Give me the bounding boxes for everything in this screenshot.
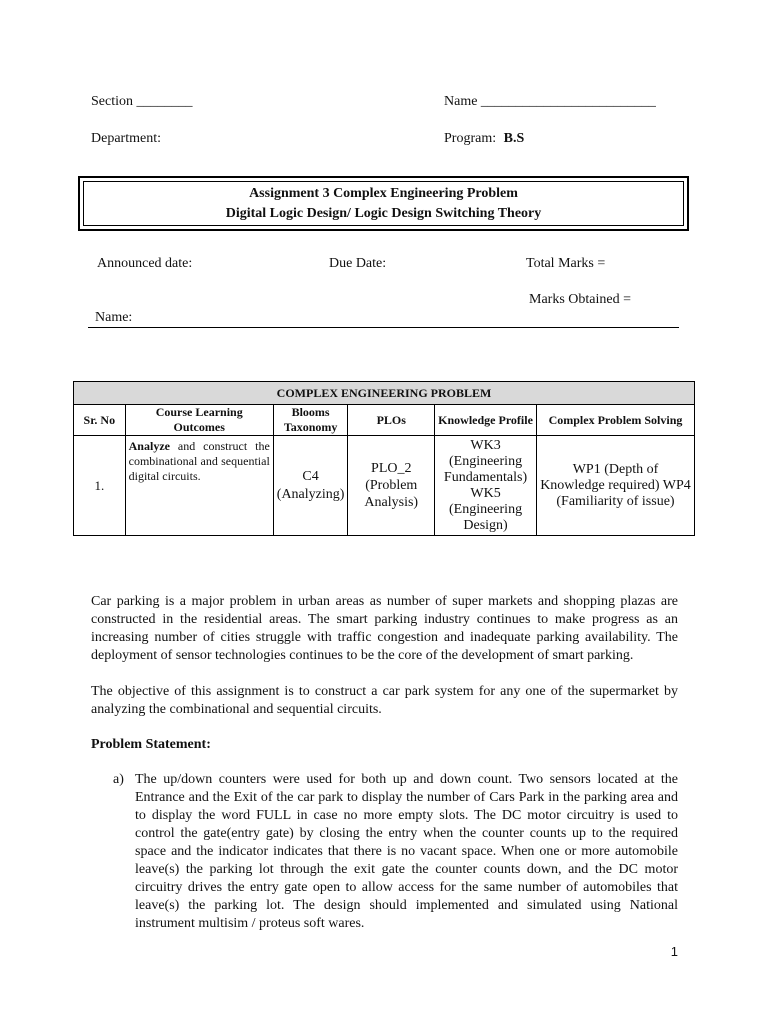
cell-clo (125, 436, 273, 536)
clo-bold: Analyze (128, 439, 170, 453)
col-blooms: Blooms Taxonomy (273, 405, 348, 436)
program-label: Program: (444, 131, 497, 146)
clo-rest: and construct the combinational and sequential digital circuits. (128, 439, 270, 483)
program-value: B.S (503, 131, 525, 146)
col-plos: PLOs (348, 405, 435, 436)
announced-date-label: Announced date: (97, 256, 193, 271)
cell-sr: 1. (74, 436, 126, 536)
page-number: 1 (670, 944, 678, 959)
problem-statement-heading: Problem Statement: (91, 737, 211, 752)
item-text: The up/down counters were used for both up and down count. Two sensors located at the Entrance and the Exit of the car park to display the number of Cars Park in the parking area and to display the word FULL in case no more empty slots. The DC motor circuitry is used to control the gate(entry gate) by closing the entry when the counter counts up to the required space and the indicator indicates that there is no vacant space. When one or more automobile leave(s) the parking lot through the exit gate the counter counts down, and the DC motor circuitry drives the entry gate open to allow access for the same number of automobiles that leave(s) the parking lot. The design should implemented and simulated using National instrument multisim / proteus soft wares. (135, 772, 678, 931)
name-field: Name _________________________ (444, 94, 656, 109)
name-underline (88, 327, 679, 328)
col-sr-no: Sr. No (74, 405, 126, 436)
col-knowledge: Knowledge Profile (435, 405, 537, 436)
due-date-label: Due Date: (329, 256, 387, 271)
assignment-title: Assignment 3 Complex Engineering Problem (249, 185, 518, 201)
department-field: Department: (91, 131, 161, 146)
cell-cps: WP1 (Depth of Knowledge required) WP4 (Familiarity of issue) (536, 436, 694, 536)
item-marker: a) (113, 772, 124, 787)
intro-paragraph: Car parking is a major problem in urban areas as number of super markets and shopping plazas are constructed in the residential areas. The smart parking industry continues to make progress as an increasing number of cities struggle with traffic congestion and inadequate parking availability. The deployment of sensor technologies continues to be the core of the development of smart parking. (91, 594, 678, 663)
cell-blooms: C4 (Analyzing) (273, 436, 348, 536)
course-title: Digital Logic Design/ Logic Design Switching Theory (225, 205, 542, 221)
cell-knowledge: WK3 (Engineering Fundamentals) WK5 (Engineering Design) (435, 436, 537, 536)
col-cps: Complex Problem Solving (536, 405, 694, 436)
table-row (74, 436, 695, 536)
program-field (444, 131, 524, 147)
cell-plos: PLO_2 (Problem Analysis) (348, 436, 435, 536)
table-caption: COMPLEX ENGINEERING PROBLEM (74, 382, 695, 405)
section-field: Section ________ (91, 94, 193, 109)
objective-paragraph: The objective of this assignment is to construct a car park system for any one of the supermarket by analyzing the combinational and sequential circuits. (91, 684, 678, 717)
col-clo: Course Learning Outcomes (125, 405, 273, 436)
cep-table (73, 381, 695, 536)
assignment-title-box (78, 176, 689, 231)
list-item (113, 771, 678, 933)
total-marks-label: Total Marks = (526, 256, 606, 271)
marks-obtained-label: Marks Obtained = (529, 292, 631, 307)
student-name-label: Name: (95, 310, 133, 325)
